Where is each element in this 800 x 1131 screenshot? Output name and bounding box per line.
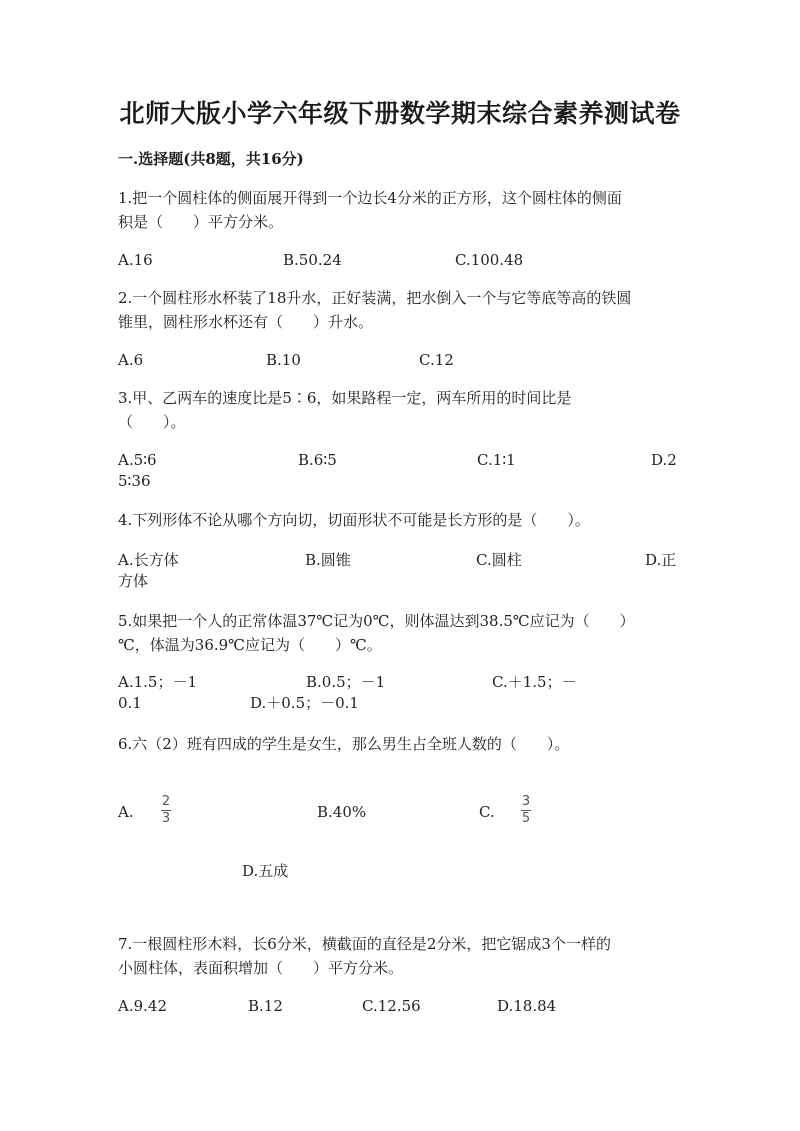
question-4-text [118, 508, 684, 532]
question-5-option-c[interactable]: C.＋1.5；－ [492, 673, 577, 691]
question-2-line-2: 锥里，圆柱形水杯还有（ ）升水。 [118, 313, 374, 331]
question-7-line-1: 7.一根圆柱形木料，长6分米，横截面的直径是2分米，把它锯成3个一样的 [118, 935, 611, 953]
question-3-line-1: 3.甲、乙两车的速度比是5∶6，如果路程一定，两车所用的时间比是 [118, 389, 572, 407]
question-6-line-1: 6.六（2）班有四成的学生是女生，那么男生占全班人数的（ ）。 [118, 735, 570, 753]
fraction-numerator: 2 [161, 794, 171, 809]
question-1-line-2: 积是（ ）平方分米。 [118, 213, 284, 231]
question-3-line-2: （ ）。 [118, 413, 186, 431]
question-2-option-a[interactable]: A.6 [118, 351, 144, 369]
question-1-line-1: 1.把一个圆柱体的侧面展开得到一个边长4分米的正方形，这个圆柱体的侧面 [118, 189, 622, 207]
question-6-option-c[interactable]: C. [479, 803, 495, 821]
question-7-option-d[interactable]: D.18.84 [497, 997, 557, 1015]
question-5-option-c-wrap: 0.1 [118, 694, 142, 712]
question-7-option-c[interactable]: C.12.56 [362, 997, 421, 1015]
question-5-line-1: 5.如果把一个人的正常体温37℃记为0℃，则体温达到38.5℃应记为（ ） [118, 612, 635, 630]
question-1-option-c[interactable]: C.100.48 [455, 251, 524, 269]
question-6-fraction-a [161, 795, 171, 826]
question-4-line-1: 4.下列形体不论从哪个方向切，切面形状不可能是长方形的是（ ）。 [118, 511, 590, 529]
question-7-line-2: 小圆柱体，表面积增加（ ）平方分米。 [118, 959, 404, 977]
question-5-line-2: ℃，体温为36.9℃应记为（ ）℃。 [118, 636, 382, 654]
fraction-numerator: 3 [521, 794, 531, 809]
question-7-option-a[interactable]: A.9.42 [118, 997, 167, 1015]
section-heading: 一.选择题(共8题，共16分) [118, 150, 304, 168]
question-5-option-d[interactable]: D.＋0.5；－0.1 [250, 694, 359, 712]
question-1-option-b[interactable]: B.50.24 [283, 251, 342, 269]
question-4-option-b[interactable]: B.圆锥 [305, 551, 351, 569]
question-3-option-d-wrap: 5∶36 [118, 472, 151, 490]
question-6-option-d[interactable]: D.五成 [242, 862, 289, 880]
question-2-option-c[interactable]: C.12 [419, 351, 454, 369]
question-2-text [118, 286, 684, 334]
question-4-option-d[interactable]: D.正 [645, 551, 677, 569]
question-2-option-b[interactable]: B.10 [266, 351, 301, 369]
question-1-text [118, 186, 684, 234]
question-5-text [118, 609, 684, 657]
question-3-option-d[interactable]: D.2 [651, 451, 677, 469]
question-5-option-b[interactable]: B.0.5；－1 [306, 673, 386, 691]
question-2-line-1: 2.一个圆柱形水杯装了18升水，正好装满，把水倒入一个与它等底等高的铁圆 [118, 289, 632, 307]
question-3-option-a[interactable]: A.5∶6 [118, 451, 157, 469]
page-title: 北师大版小学六年级下册数学期末综合素养测试卷 [119, 99, 681, 128]
question-3-text [118, 386, 684, 434]
question-6-option-a[interactable]: A. [118, 803, 134, 821]
question-6-fraction-c [521, 795, 531, 826]
question-5-option-a[interactable]: A.1.5；－1 [118, 673, 197, 691]
question-6-text [118, 732, 684, 756]
question-1-option-a[interactable]: A.16 [118, 251, 153, 269]
question-6-option-b[interactable]: B.40% [317, 803, 367, 821]
question-7-text [118, 932, 684, 980]
fraction-denominator: 3 [161, 811, 171, 826]
fraction-denominator: 5 [521, 811, 531, 826]
question-4-option-c[interactable]: C.圆柱 [476, 551, 522, 569]
question-4-option-d-wrap: 方体 [118, 572, 149, 590]
question-7-option-b[interactable]: B.12 [248, 997, 283, 1015]
question-4-option-a[interactable]: A.长方体 [118, 551, 179, 569]
question-3-option-c[interactable]: C.1∶1 [477, 451, 516, 469]
question-3-option-b[interactable]: B.6∶5 [298, 451, 337, 469]
